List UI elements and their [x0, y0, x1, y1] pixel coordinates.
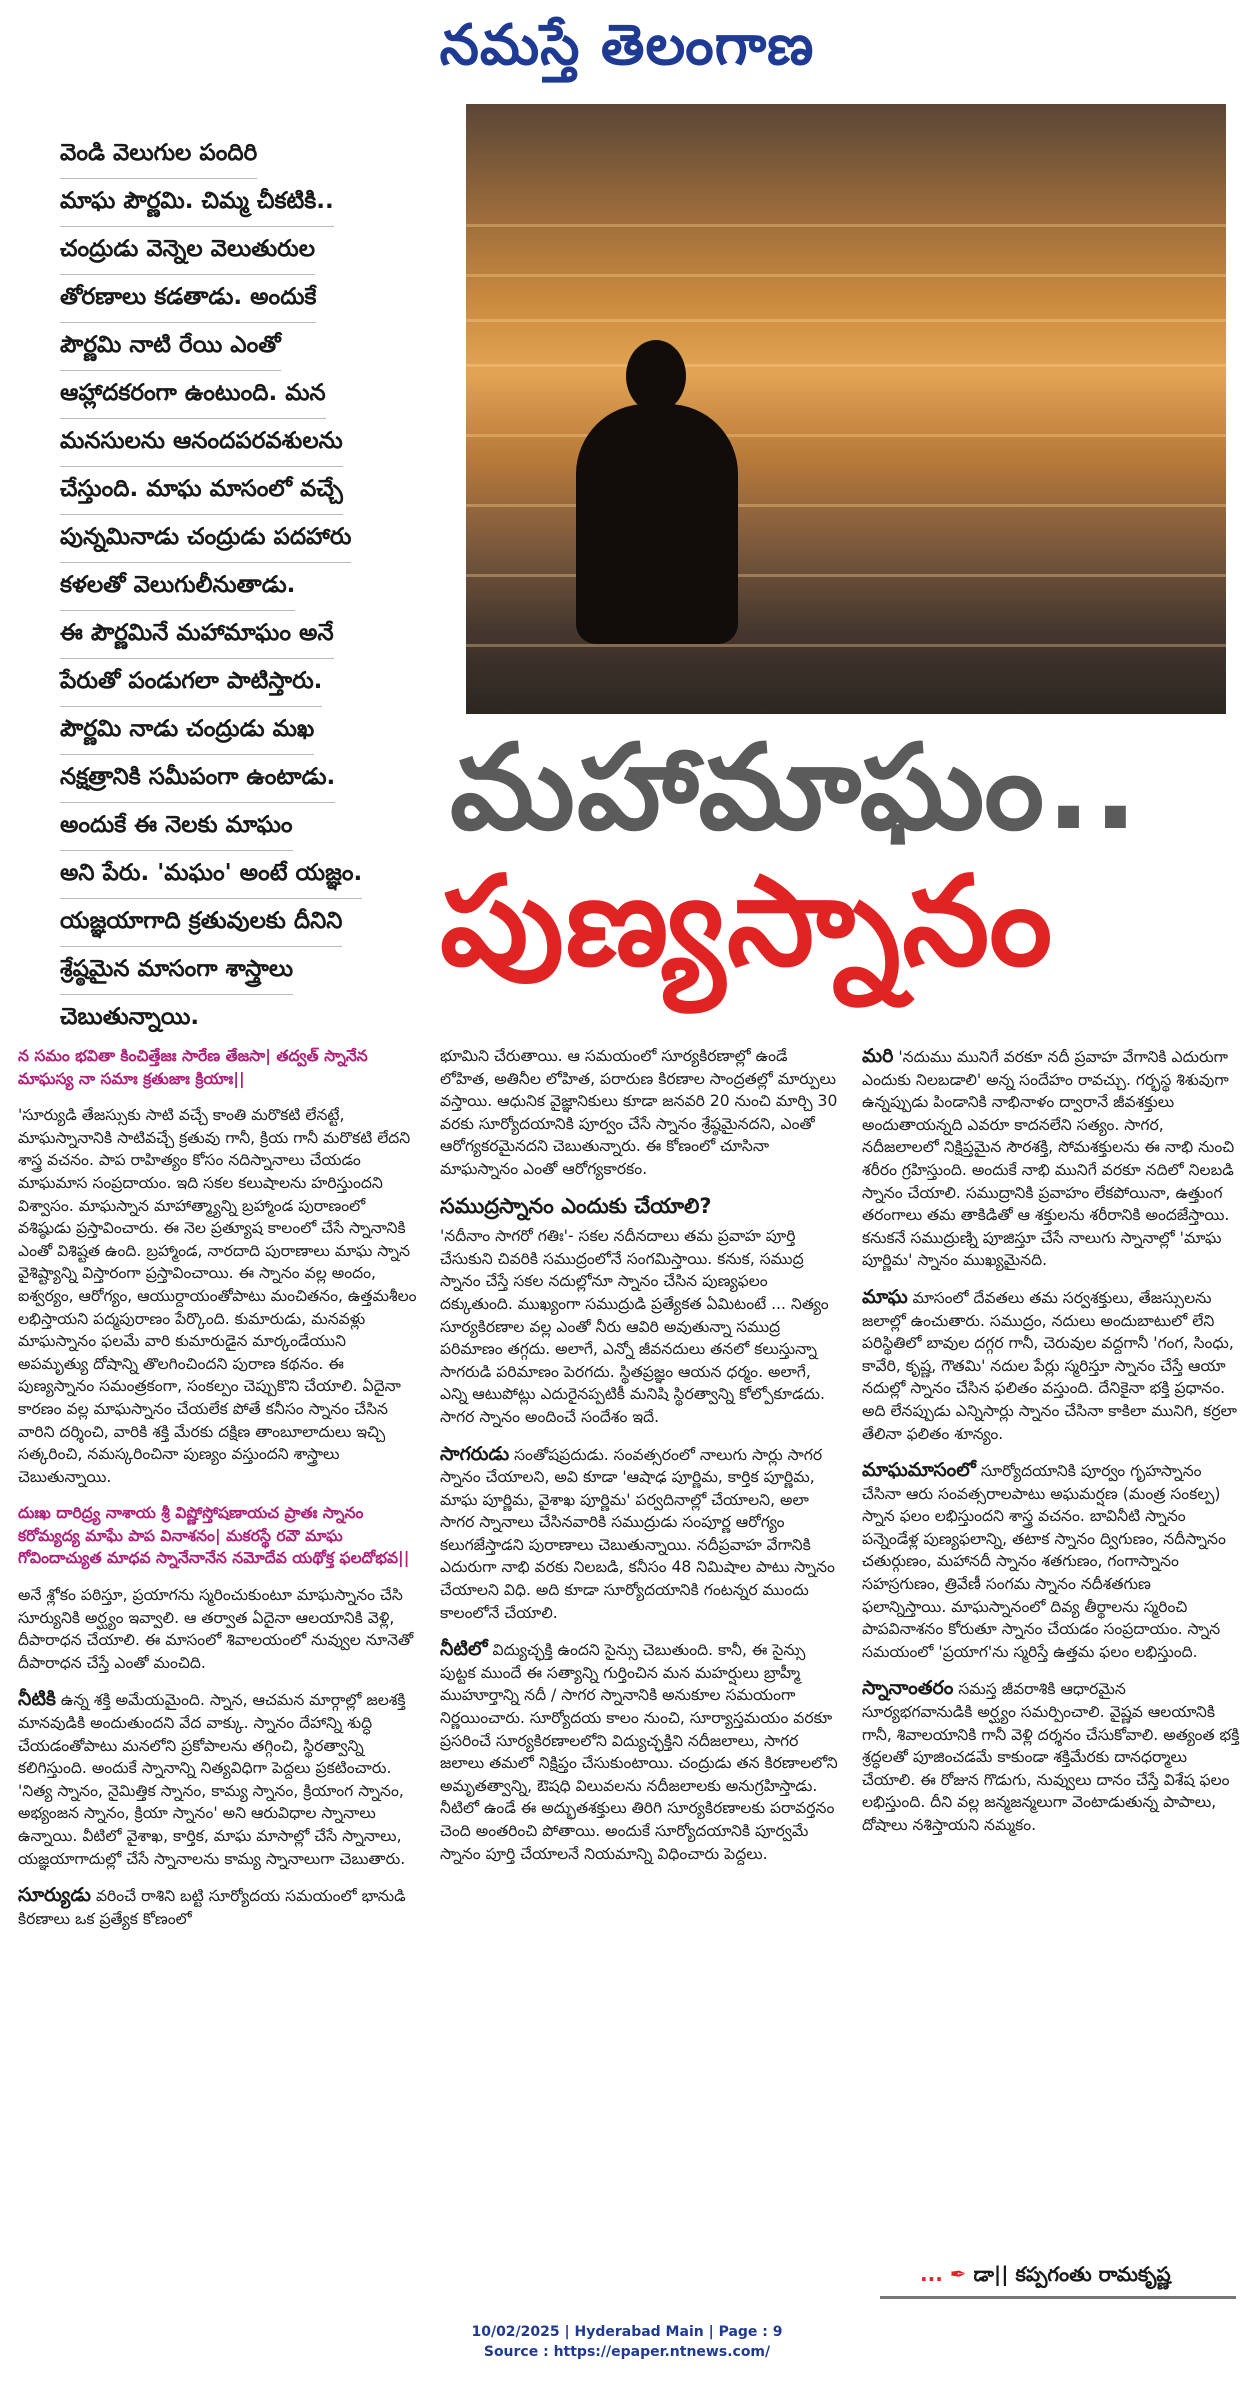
intro-line: అందుకే ఈ నెలకు మాఘం	[60, 812, 293, 851]
intro-line: కళలతో వెలుగులీనుతాడు.	[60, 572, 295, 611]
paragraph-lead: మరి	[862, 1045, 894, 1067]
article-column-1	[18, 1045, 418, 1944]
paragraph	[862, 1459, 1240, 1663]
headline-line-1: మహామాఘం..	[450, 718, 1140, 856]
paragraph-body: సమస్త జీవరాశికి ఆధారమైన సూర్యభగవానుడికి అర్ఘ్యం సమర్పించాలి. వైష్ణవ ఆలయానికి గానీ, శివాలయానికి గానీ వెళ్లి దర్శనం చేసుకోవాలి. అత్యంత భక్తి శ్రద్ధలతో పూజించడమే కాకుండా శక్తిమేరకు దానధర్మాలు చేయాలి. ఈ రోజున గొడుగు, నువ్వులు దానం చేస్తే విశేష ఫలం లభిస్తుంది. దీని వల్ల జన్మజన్మలుగా వెంటాడుతున్న పాపాలు, దోషాలు నశిస్తాయని నమ్మకం.	[862, 1680, 1240, 1834]
paragraph-body: ఉన్న శక్తి అమేయమైంది. స్నాన, ఆచమన మార్గాల్లో జలశక్తి మానవుడికి అందుతుందని వేద వాక్కు. స్నానం దేహాన్ని శుద్ధి చేయడంతోపాటు మనలోని ప్రకోపాలను తగ్గించి, స్థిరత్వాన్ని కలిగిస్తుంది. అందుకే స్నానాన్ని నిత్యవిధిగా పెద్దలు ప్రకటించారు. 'నిత్య స్నానం, నైమిత్తిక స్నానం, కామ్య స్నానం, క్రియాంగ స్నానం, అభ్యంజన స్నానం, క్రియా స్నానం' అని ఆరువిధాల స్నానాలు ఉన్నాయి. వీటిలో వైశాఖ, కార్తిక, మాఘ మాసాల్లో చేసే స్నానాలు, యజ్ఞయాగాదుల్లో చేసే స్నానాలను కామ్య స్నానాలుగా చెబుతారు.	[18, 1691, 406, 1868]
byline-author: డా|| కప్పగంతు రామకృష్ణ	[973, 2262, 1171, 2286]
intro-line: తోరణాలు కడతాడు. అందుకే	[60, 284, 316, 323]
paragraph-body: 'నదుము మునిగే వరకూ నదీ ప్రవాహ వేగానికి ఎదురుగా ఎందుకు నిలబడాలి' అన్న సందేహం రావచ్చు. గర్భస్థ శిశువుగా ఉన్నప్పుడు పిండానికి నాభినాళం ద్వారానే జీవశక్తులు అందుతాయన్నది ఎవరూ కాదనలేని సత్యం. సాగర, నదీజలాలలో నిక్షిప్తమైన సౌరశక్తి, సోమశక్తులను ఈ నాభి నుంచి శరీరం గ్రహిస్తుంది. అందుకే నాభి మునిగే వరకూ నదిలో నిలబడి స్నానం చేయాలి. సముద్రానికి ప్రవాహం లేకపోయినా, ఉత్తుంగ తరంగాలు తమ తాకిడితో ఆ శక్తులను శరీరానికి అందజేస్తాయి. కనుకనే సముద్రుణ్ని పూజిస్తూ చేసే నాలుగు స్నానాల్లో 'మాఘ పూర్ణిమ' స్నానం ముఖ్యమైనది.	[862, 1048, 1235, 1270]
paragraph	[862, 1045, 1240, 1272]
paragraph	[862, 1677, 1240, 1836]
masthead-title: నమస్తే తెలంగాణ	[439, 12, 815, 78]
intro-line: చేస్తుంది. మాఘ మాసంలో వచ్చే	[60, 476, 343, 515]
paragraph-body: సూర్యోదయానికి పూర్వం గృహస్నానం చేసినా ఆరు సంవత్సరాలపాటు అఘమర్షణ (మంత్ర సంకల్ప) స్నాన ఫలం లభిస్తుందని శాస్త్ర వచనం. బావినీటి స్నానం పన్నెండేళ్ల పుణ్యఫలాన్ని, తటాక స్నానం ద్విగుణం, నదీస్నానం చతుర్గుణం, మహానదీ స్నానం శతగుణం, గంగాస్నానం సహస్రగుణం, త్రివేణీ సంగమ స్నానం నదీశతగుణ ఫలాన్నిస్తాయి. మాఘస్నానంలో దివ్య తీర్థాలను స్మరించి పాపవినాశనం కోరుతూ స్నానం చేయడం సంప్రదాయం. స్నాన సమయంలో 'ప్రయాగ'ను స్మరిస్తే ఉత్తమ ఫలం లభిస్తుంది.	[862, 1462, 1226, 1661]
paragraph-body: వరించే రాశిని బట్టి సూర్యోదయ సమయంలో భానుడి కిరణాలు ఒక ప్రత్యేక కోణంలో	[18, 1887, 406, 1928]
paragraph: అనే శ్లోకం పఠిస్తూ, ప్రయాగను స్మరించుకుంటూ మాఘస్నానం చేసి సూర్యునికి అర్ఘ్యం ఇవ్వాలి. ఆ తర్వాత ఏదైనా ఆలయానికి వెళ్లి, దీపారాధన చేయాలి. ఈ మాసంలో శివాలయంలో నువ్వుల నూనెతో దీపారాధన చేస్తే ఎంతో మంచిది.	[18, 1586, 414, 1672]
sanskrit-verse: న సమం భవితా కించిత్తేజః సారేణ తేజసా| తద్వత్ స్నానేన మాఘస్య నా సమాః క్రతుజాః క్రియాః||	[18, 1047, 368, 1088]
intro-line: పౌర్ణమి నాడు చంద్రుడు మఖ	[60, 716, 314, 755]
paragraph	[18, 1688, 418, 1870]
paragraph-lead: సాగరుడు	[440, 1442, 510, 1465]
intro-line: చెబుతున్నాయి.	[60, 1004, 200, 1030]
page-footer	[0, 2322, 1254, 2362]
subheading: సముద్రస్నానం ఎందుకు చేయాలి?	[440, 1193, 712, 1218]
intro-line: ఈ పౌర్ణమినే మహామాఘం అనే	[60, 620, 334, 659]
intro-line: మాఘ పౌర్ణమి. చిమ్మ చీకటికి..	[60, 188, 334, 227]
intro-line: మనసులను ఆనందపరవశులను	[60, 428, 343, 467]
intro-line: చంద్రుడు వెన్నెల వెలుతురుల	[60, 236, 315, 275]
byline	[920, 2262, 1171, 2291]
intro-line: శ్రేష్ఠమైన మాసంగా శాస్త్రాలు	[60, 956, 293, 995]
paragraph	[18, 1884, 418, 1930]
intro-line: పౌర్ణమి నాటి రేయి ఎంతో	[60, 332, 281, 371]
paragraph: భూమిని చేరుతాయి. ఆ సమయంలో సూర్యకిరణాల్లో ఉండే లోహిత, అతినీల లోహిత, పరారుణ కిరణాల సాంద్రతల్లో మార్పులు వస్తాయి. ఆధునిక వైజ్ఞానికులు కూడా జనవరి 20 నుంచి మార్చి 30 వరకు సూర్యోదయానికి పూర్వం చేసే స్నానం శ్రేష్ఠమైనదని, ఎంతో ఆరోగ్యకరమైనదని చెబుతున్నారు. ఈ కోణంలో చూసినా మాఘస్నానం ఎంతో ఆరోగ్యకారకం.	[440, 1047, 838, 1178]
article-column-2	[440, 1045, 840, 1879]
paragraph-lead: సూర్యుడు	[18, 1884, 91, 1907]
paragraph	[862, 1286, 1240, 1445]
paragraph-lead: మాఘ	[862, 1285, 908, 1308]
paragraph-lead: స్నానాంతరం	[862, 1677, 954, 1700]
intro-line: పున్నమినాడు చంద్రుడు పదహారు	[60, 524, 351, 563]
intro-line: యజ్ఞయాగాది క్రతువులకు దీనిని	[60, 908, 342, 947]
paragraph	[440, 1638, 840, 1865]
intro-line: నక్షత్రానికి సమీపంగా ఉంటాడు.	[60, 764, 335, 803]
footer-edition-info: 10/02/2025 | Hyderabad Main | Page : 9	[471, 2324, 783, 2340]
sanskrit-verse: దుఃఖ దారిద్ర్య నాశాయ శ్రీ విష్ణోస్తోషణాయచ ప్రాతః స్నానం కరోమ్యద్య మాఘే పాప వినాశనం| మకరస్థే రవౌ మాఘ గోవిందాచ్యుత మాధవ స్నానేనానేన నమోదేవ యథోక్త ఫలదోభవ||	[18, 1504, 410, 1568]
byline-rule	[880, 2296, 1236, 2299]
intro-line: ఆహ్లాదకరంగా ఉంటుంది. మన	[60, 380, 326, 419]
paragraph: 'సూర్యుడి తేజస్సుకు సాటి వచ్చే కాంతి మరొకటి లేనట్టే, మాఘస్నానానికి సాటివచ్చే క్రతువు గానీ, క్రియ గానీ మరొకటి లేదని శాస్త్ర వచనం. పాప రాహిత్యం కోసం నదిస్నానాలు చేయడం మాఘమాస సంప్రదాయం. ఇది సకల కలుషాలను హరిస్తుందని విశ్వాసం. మాఘస్నాన మాహాత్మ్యాన్ని బ్రహ్మాండ పురాణంలో వశిష్ఠుడు ప్రస్తావించారు. ఈ నెల ప్రత్యూష కాలంలో చేసే స్నానానికి ఎంతో విశిష్టత ఉంది. బ్రహ్మాండ, నారదాది పురాణాలు మాఘ స్నాన వైశిష్ట్యాన్ని విస్తారంగా ప్రస్తావించాయి. ఈ స్నానం వల్ల అందం, ఐశ్వర్యం, ఆరోగ్యం, ఆయుర్దాయంతోపాటు మంచితనం, ఉత్తమశీలం లభిస్తాయని పద్మపురాణం పేర్కొంది. కుమారుడు, మనవళ్లు మాఘస్నానం ఫలమే వారి కుమారుడైన మార్కండేయుని అపమృత్యు దోషాన్ని తొలగించిందని పురాణ కథనం. ఈ పుణ్యస్నానం సమంత్రకంగా, సంకల్పం చెప్పుకొని చేయాలి. ఏదైనా కారణం వల్ల మాఘస్నానం చేయలేక పోతే కనీసం స్నానం చేసిన వారిని దర్శించి, వారికి శక్తి మేరకు దక్షిణ తాంబూలాదులు ఇచ్చి సత్కరించి, నమస్కరించినా పుణ్యం వస్తుందని శాస్త్రాలు చెబుతున్నాయి.	[18, 1106, 417, 1486]
paragraph-lead: నీటిలో	[440, 1638, 488, 1661]
paragraph-body: సంతోషప్రదుడు. సంవత్సరంలో నాలుగు సార్లు సాగర స్నానం చేయాలని, అవి కూడా 'ఆషాఢ పూర్ణిమ, కార్తిక పూర్ణిమ, మాఘ పూర్ణిమ, వైశాఖ పూర్ణిమ' పర్వదినాల్లో చేయాలని, అలా సాగర స్నానాలు చేసినవారికి సముద్రుడు సంపూర్ణ ఆరోగ్యం కలుగజేస్తాడని పురాణాలు చెబుతున్నాయి. నదీప్రవాహ వేగానికి ఎదురుగా నాభి వరకు నిలబడి, కనీసం 48 నిమిషాల పాటు స్నానం చేయాలని విధి. అది కూడా సూర్యోదయానికి గంటన్నర ముందు కాలంలోనే చేయాలి.	[440, 1445, 835, 1622]
paragraph-lead: మాఘమాసంలో	[862, 1459, 976, 1482]
paragraph	[440, 1443, 840, 1625]
byline-dots: ...	[920, 2262, 943, 2286]
intro-line: అని పేరు. 'మఘం' అంటే యజ్ఞం.	[60, 860, 362, 899]
paragraph: 'నదీనాం సాగరో గతిః'- సకల నదీనదాలు తమ ప్రవాహ పూర్తి చేసుకుని చివరికి సముద్రంలోనే సంగమిస్తాయి. కనుక, సముద్ర స్నానం చేస్తే సకల నదుల్లోనూ స్నానం చేసిన పుణ్యఫలం దక్కుతుంది. ముఖ్యంగా సముద్రుడి ప్రత్యేకత ఏమిటంటే ... నిత్యం సూర్యకిరణాల వల్ల ఎంతో నీరు ఆవిరి అవుతున్నా సముద్ర పరిమాణం తగ్గదు. అలాగే, ఎన్నో జీవనదులు తనలో కలుస్తున్నా సాగరుడి పరిమాణం పెరగదు. స్థితప్రజ్ఞం ఆయన ధర్మం. అలాగే, ఎన్ని ఆటుపోట్లు ఎదురైనప్పటికీ మనిషి స్థిరత్వాన్ని కోల్పోకూడదు. సాగర స్నానం అందించే సందేశం ఇదే.	[440, 1227, 829, 1426]
person-silhouette-head	[626, 340, 686, 412]
intro-line: వెండి వెలుగుల పందిరి	[60, 140, 257, 179]
pen-icon: ✒	[949, 2262, 967, 2286]
paragraph-body: మాసంలో దేవతలు తమ సర్వశక్తులు, తేజస్సులను జలాల్లో ఉంచుతారు. సముద్రం, నదులు అందుబాటులో లేని పరిస్థితిలో బావుల దగ్గర గానీ, చెరువుల వద్దగానీ 'గంగ, సింధు, కావేరి, కృష్ణ, గౌతమి' నదుల పేర్లు స్మరిస్తూ స్నానం చేస్తే ఆయా నదుల్లో స్నానం చేసిన ఫలితం వస్తుంది. దేనికైనా భక్తి ప్రధానం. అది లేనప్పుడు ఎన్నిసార్లు స్నానం చేసినా కాకిలా మునిగి, కర్రలా తేలినా ఫలితం శూన్యం.	[862, 1288, 1237, 1443]
article-column-3	[862, 1045, 1240, 1851]
paragraph-body: విద్యుచ్ఛక్తి ఉందని సైన్సు చెబుతుంది. కానీ, ఈ సైన్సు పుట్టక ముందే ఈ సత్యాన్ని గుర్తించిన మన మహర్షులు బ్రాహ్మీ ముహూర్తాన్ని నదీ / సాగర స్నానానికి అనుకూల సమయంగా నిర్ణయించారు. సూర్యోదయ కాలం నుంచి, సూర్యాస్తమయం వరకూ ప్రసరించే సూర్యకిరణాలలోని విద్యుచ్ఛక్తిని నదీజలాలు, సాగర జలాలు తమలో నిక్షిప్తం చేసుకుంటాయి. చంద్రుడు తన కిరణాలలోని అమృతత్వాన్ని, ఔషధి విలువలను నదీజలాలకు అనుగ్రహిస్తాడు. నీటిలో ఉండే ఈ అద్భుతశక్తులు తిరిగి సూర్యకిరణాలకు పరావర్తనం చెంది అంతరించి పోతాయి. అందుకే సూర్యోదయానికి పూర్వమే స్నానం పూర్తి చేయాలనే నియమాన్ని విధించారు పెద్దలు.	[440, 1641, 838, 1863]
headline-line-2: పుణ్యస్నానం	[440, 850, 1055, 994]
masthead	[0, 0, 1254, 90]
person-silhouette-body	[576, 404, 738, 644]
footer-source-link[interactable]: Source : https://epaper.ntnews.com/	[483, 2344, 771, 2360]
intro-line: పేరుతో పండుగలా పాటిస్తారు.	[60, 668, 322, 707]
paragraph-lead: నీటికి	[18, 1688, 56, 1711]
